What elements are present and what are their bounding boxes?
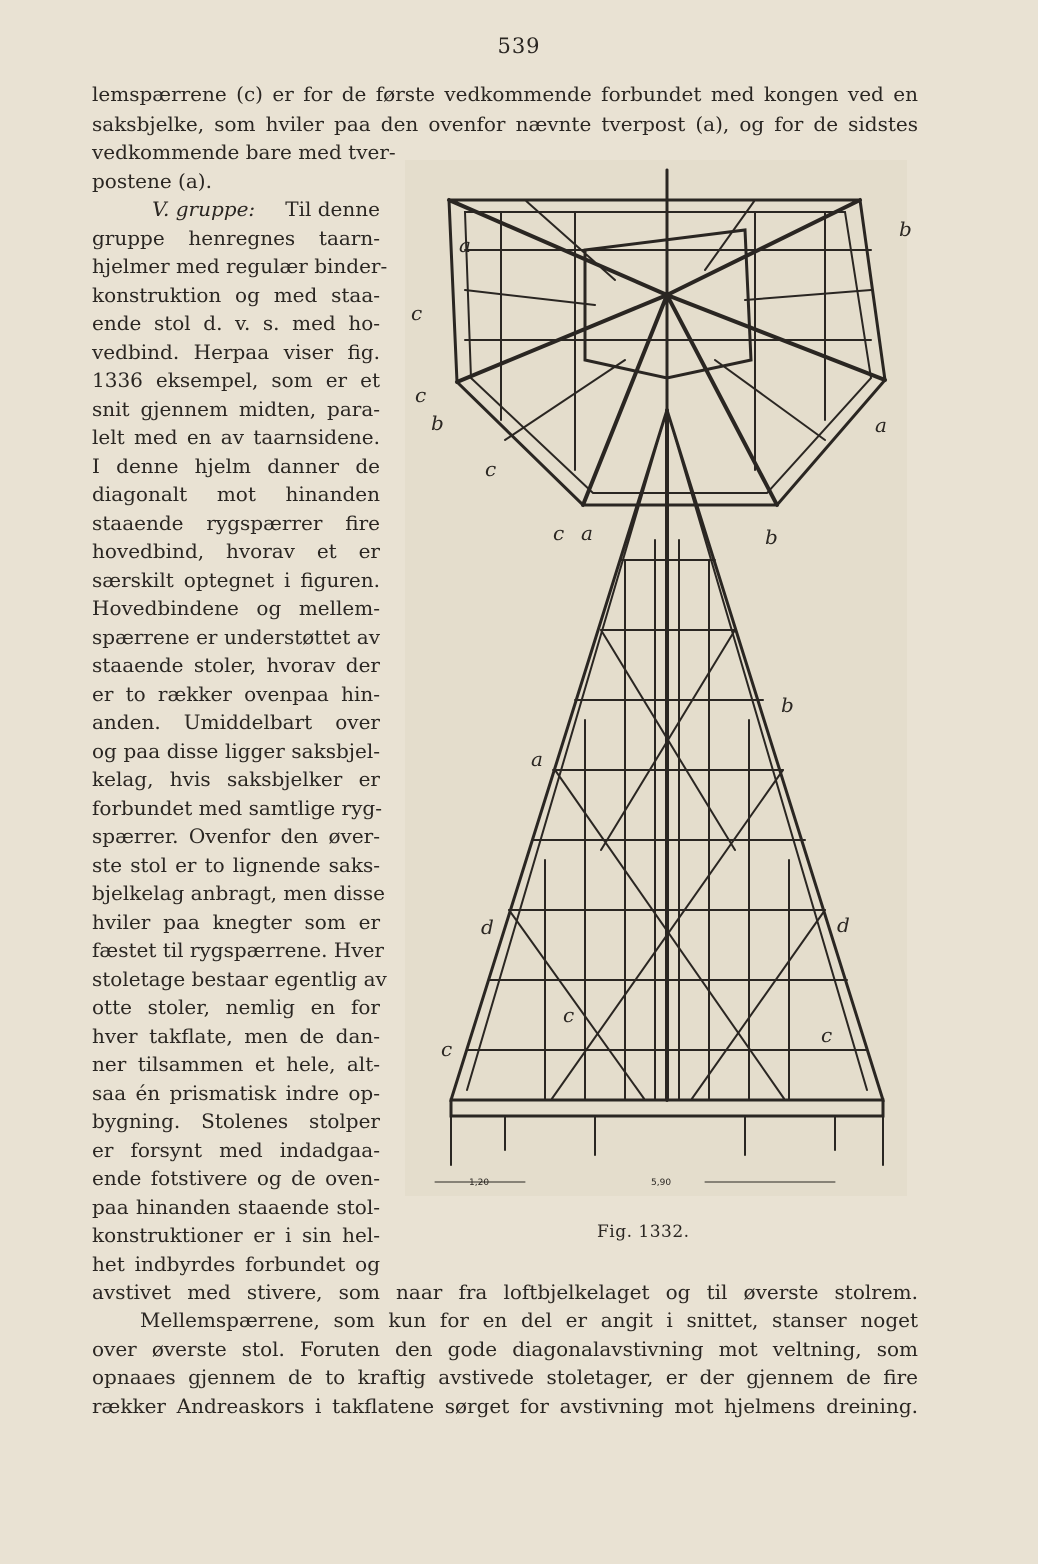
paragraph-line: saa én prismatisk indre op- <box>92 1081 380 1105</box>
label-c: c <box>553 521 565 545</box>
page-number: 539 <box>497 34 541 58</box>
label-d: d <box>837 913 850 937</box>
paragraph-line: spærrene er understøttet av <box>92 625 380 649</box>
paragraph-line: staaende rygspærrer fire <box>92 511 380 535</box>
paragraph-line: Hovedbindene og mellem- <box>92 596 380 620</box>
label-c: c <box>485 457 497 481</box>
paragraph-line: vedkommende bare med tver- <box>92 140 396 164</box>
label-c: c <box>441 1037 453 1061</box>
paragraph-line: hver takflate, men de dan- <box>92 1024 380 1048</box>
paragraph-line: konstruktioner er i sin hel- <box>92 1223 380 1247</box>
paragraph-line: otte stoler, nemlig en for <box>92 995 380 1019</box>
label-a: a <box>459 233 471 257</box>
label-c: c <box>563 1003 575 1027</box>
paragraph-line: hovedbind, hvorav et er <box>92 539 380 563</box>
paragraph-line: bygning. Stolenes stolper <box>92 1109 380 1133</box>
paragraph-line: hviler paa knegter som er <box>92 910 380 934</box>
paragraph-line: lemspærrene (c) er for de første vedkommende forbundet med kongen ved en <box>92 82 918 106</box>
paragraph-line: gruppe henregnes taarn- <box>92 226 380 250</box>
label-d: d <box>481 915 494 939</box>
label-b: b <box>781 693 794 717</box>
paragraph-line <box>92 195 380 223</box>
paragraph-line: er forsynt med indadgaa- <box>92 1138 380 1162</box>
paragraph-line: I denne hjelm danner de <box>92 454 380 478</box>
label-c: c <box>411 301 423 325</box>
paragraph-line: over øverste stol. Foruten den gode diagonalavstivning mot veltning, som <box>92 1337 918 1361</box>
paragraph-line: konstruktion og med staa- <box>92 283 380 307</box>
paragraph-line: 1336 eksempel, som er et <box>92 368 380 392</box>
paragraph-line: ste stol er to lignende saks- <box>92 853 380 877</box>
paragraph-line: spærrer. Ovenfor den øver- <box>92 824 380 848</box>
paragraph-line: staaende stoler, hvorav der <box>92 653 380 677</box>
paragraph-line: Mellemspærrene, som kun for en del er angit i snittet, stanser noget <box>140 1308 918 1332</box>
paragraph-line: rækker Andreaskors i takflatene sørget for avstivning mot hjelmens dreining. <box>92 1394 918 1418</box>
label-a: a <box>581 521 593 545</box>
paragraph-line: hjelmer med regulær binder- <box>92 254 388 278</box>
paragraph-line: kelag, hvis saksbjelker er <box>92 767 380 791</box>
paragraph-line: het indbyrdes forbundet og <box>92 1252 380 1276</box>
paragraph-line: fæstet til rygspærrene. Hver <box>92 938 384 962</box>
paragraph-line: ende fotstivere og de oven- <box>92 1166 380 1190</box>
dimension-right: 5,90 <box>651 1178 672 1188</box>
paragraph-line: paa hinanden staaende stol- <box>92 1195 380 1219</box>
paragraph-line: stoletage bestaar egentlig av <box>92 967 387 991</box>
paragraph-line: anden. Umiddelbart over <box>92 710 380 734</box>
label-b: b <box>431 411 444 435</box>
paragraph-line-text: Til denne <box>285 197 380 221</box>
paragraph-line: og paa disse ligger saksbjel- <box>92 739 380 763</box>
paragraph-line: ner tilsammen et hele, alt- <box>92 1052 380 1076</box>
label-b: b <box>765 525 778 549</box>
paragraph-line: bjelkelag anbragt, men disse <box>92 881 385 905</box>
paragraph-line: postene (a). <box>92 169 212 193</box>
spire-drawing <box>405 160 912 1196</box>
paragraph-line: ende stol d. v. s. med ho- <box>92 311 380 335</box>
paragraph-line: vedbind. Herpaa viser fig. <box>92 340 380 364</box>
label-b: b <box>899 217 912 241</box>
paragraph-line: forbundet med samtlige ryg- <box>92 796 382 820</box>
paragraph-line: opnaaes gjennem de to kraftig avstivede stoletager, er der gjennem de fire <box>92 1365 918 1389</box>
label-c: c <box>821 1023 833 1047</box>
label-c: c <box>415 383 427 407</box>
dimension-left: 1,20 <box>469 1178 490 1188</box>
paragraph-line: avstivet med stivere, som naar fra loftbjelkelaget og til øverste stolrem. <box>92 1280 918 1304</box>
paragraph-line: saksbjelke, som hviler paa den ovenfor nævnte tverpost (a), og for de sidstes <box>92 112 918 136</box>
paragraph-line: er to rækker ovenpaa hin- <box>92 682 380 706</box>
section-heading: V. gruppe: <box>152 197 256 221</box>
paragraph-line: særskilt optegnet i figuren. <box>92 568 380 592</box>
paragraph-line: diagonalt mot hinanden <box>92 482 380 506</box>
paragraph-line: lelt med en av taarnsidene. <box>92 425 380 449</box>
label-a: a <box>875 413 887 437</box>
label-a: a <box>531 747 543 771</box>
paragraph-line: snit gjennem midten, para- <box>92 397 380 421</box>
figure-caption: Fig. 1332. <box>597 1222 690 1242</box>
